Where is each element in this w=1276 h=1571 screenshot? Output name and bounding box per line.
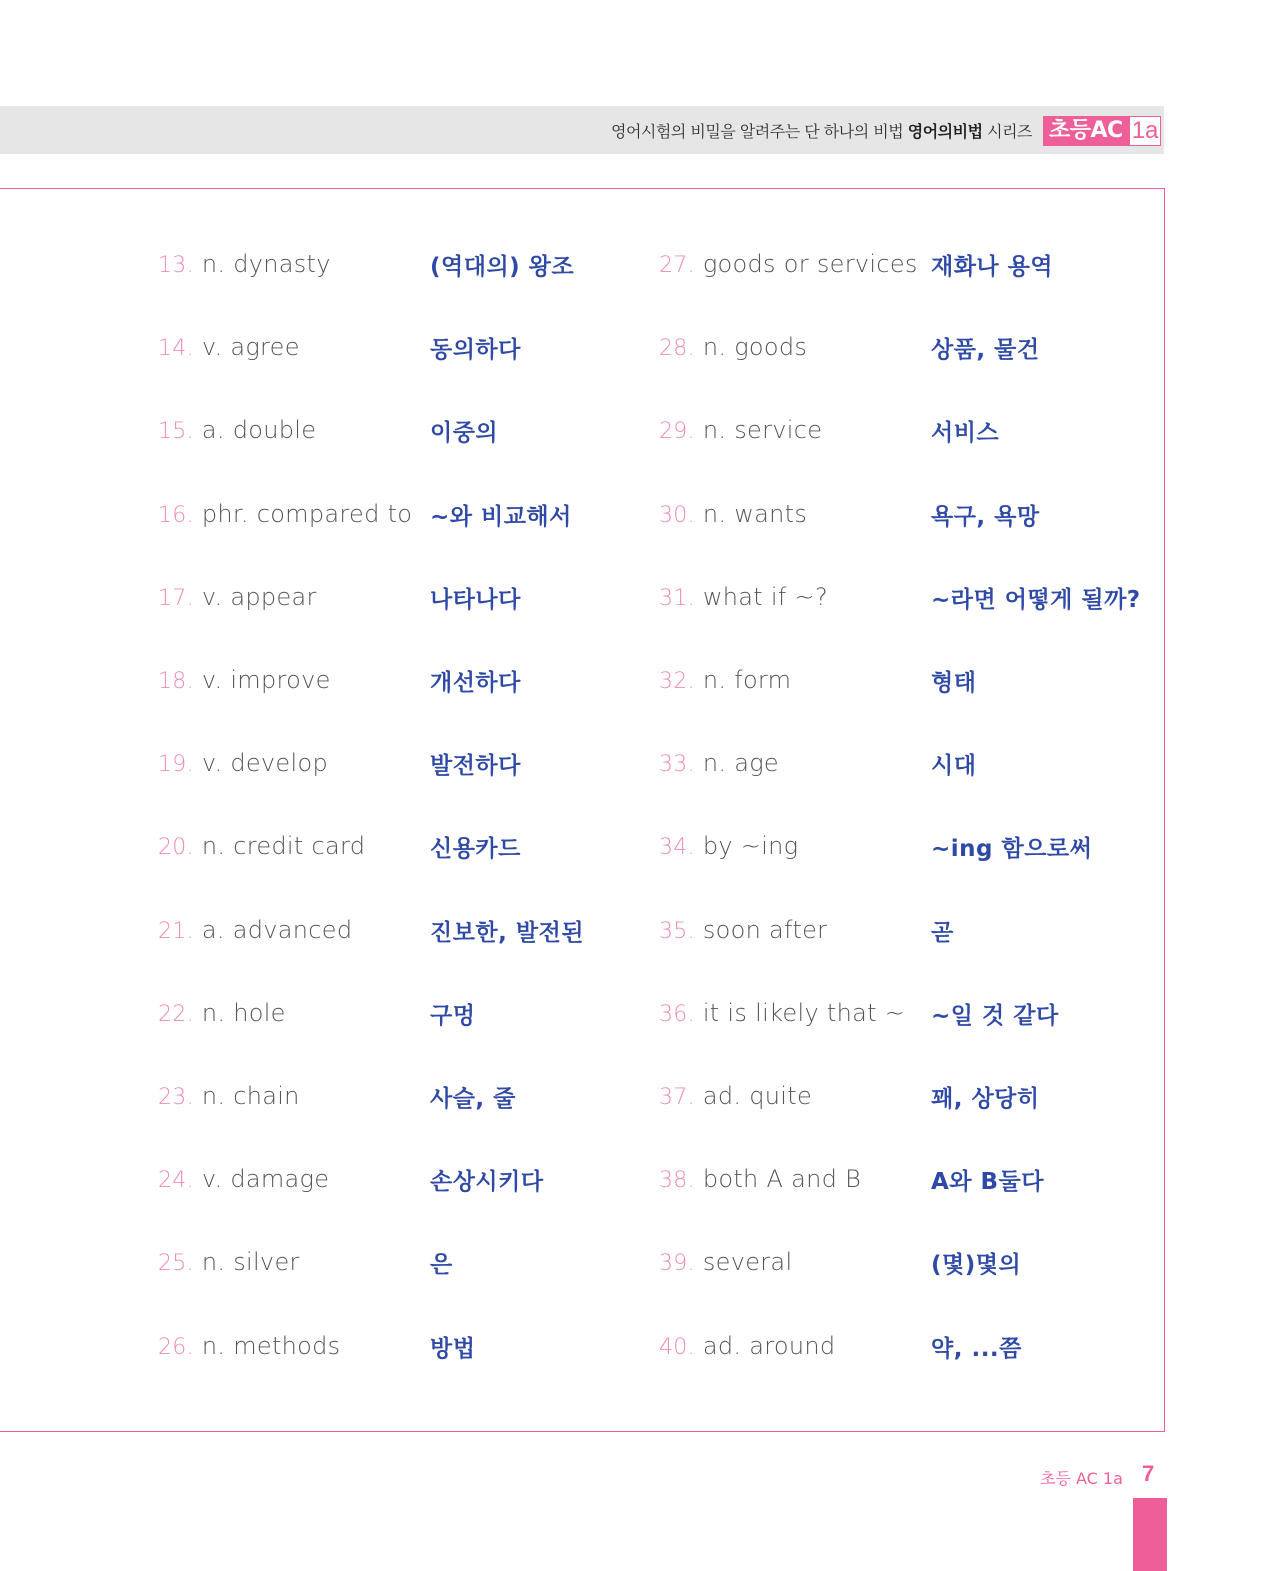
page-tab <box>1133 1498 1167 1571</box>
vocab-number: 22. <box>158 1002 194 1027</box>
vocab-number: 16. <box>158 503 194 528</box>
vocab-meaning: 시대 <box>931 753 977 779</box>
vocab-meaning: (몇)몇의 <box>931 1252 1022 1278</box>
brand-level: 1a <box>1129 116 1162 146</box>
vocab-number: 24. <box>158 1168 194 1193</box>
vocab-term <box>158 1248 300 1276</box>
vocab-meaning: 나타나다 <box>430 587 521 613</box>
vocab-term <box>158 416 316 444</box>
vocab-number: 31. <box>659 586 695 611</box>
vocab-meaning: 구멍 <box>430 1003 476 1029</box>
vocab-word: goods or services <box>702 250 918 278</box>
vocab-term <box>659 1165 861 1193</box>
vocab-meaning: 재화나 용역 <box>931 254 1054 280</box>
page-number: 7 <box>1142 1461 1155 1486</box>
vocab-word: v. appear <box>201 583 317 611</box>
vocab-number: 35. <box>659 919 695 944</box>
tagline-prefix: 영어시험의 비밀을 알려주는 단 하나의 비법 <box>611 122 904 141</box>
vocab-word: v. develop <box>201 749 328 777</box>
vocab-term <box>659 1082 812 1110</box>
vocab-meaning: 약, ...쯤 <box>931 1336 1022 1362</box>
vocab-term <box>659 250 918 278</box>
vocab-number: 25. <box>158 1251 194 1276</box>
brand-logo <box>1043 116 1161 146</box>
vocab-meaning: ~와 비교해서 <box>430 504 572 530</box>
vocab-number: 17. <box>158 586 194 611</box>
vocab-term <box>158 583 317 611</box>
vocab-word: v. improve <box>201 666 331 694</box>
vocab-term <box>659 333 807 361</box>
series-suffix: 시리즈 <box>987 122 1032 141</box>
vocab-term <box>158 1082 300 1110</box>
vocab-word: soon after <box>702 916 828 944</box>
vocab-word: v. damage <box>201 1165 330 1193</box>
vocab-word: n. form <box>702 666 792 694</box>
brand-main: 초등AC <box>1043 116 1129 146</box>
vocab-word: n. wants <box>702 500 808 528</box>
vocab-term <box>158 999 286 1027</box>
vocab-number: 28. <box>659 336 695 361</box>
vocab-term <box>158 500 412 528</box>
vocab-number: 34. <box>659 835 695 860</box>
vocab-term <box>659 832 798 860</box>
vocab-word: ad. around <box>702 1332 836 1360</box>
vocab-meaning: 동의하다 <box>430 337 521 363</box>
vocab-term <box>659 1332 835 1360</box>
footer-book-label: 초등 AC 1a <box>1040 1469 1123 1488</box>
vocab-meaning: 개선하다 <box>430 670 521 696</box>
vocab-word: v. agree <box>201 333 300 361</box>
vocab-word: n. goods <box>702 333 808 361</box>
vocab-term <box>659 500 807 528</box>
vocab-meaning: 사슬, 줄 <box>430 1086 516 1112</box>
vocab-number: 14. <box>158 336 194 361</box>
vocab-number: 38. <box>659 1168 695 1193</box>
vocab-term <box>659 1248 792 1276</box>
vocab-word: by ~ing <box>702 832 799 860</box>
vocab-meaning: 진보한, 발전된 <box>430 920 585 946</box>
vocab-word: several <box>702 1248 793 1276</box>
vocab-term <box>158 666 331 694</box>
vocab-term <box>659 666 791 694</box>
vocab-term <box>158 250 331 278</box>
vocab-number: 27. <box>659 253 695 278</box>
vocab-meaning: 손상시키다 <box>430 1169 544 1195</box>
vocab-meaning: 방법 <box>430 1336 476 1362</box>
vocab-word: a. advanced <box>201 916 353 944</box>
vocab-word: n. chain <box>201 1082 300 1110</box>
vocab-number: 21. <box>158 919 194 944</box>
vocab-meaning: (역대의) 왕조 <box>430 254 575 280</box>
vocab-meaning: ~일 것 같다 <box>931 1003 1059 1029</box>
vocab-word: n. service <box>702 416 823 444</box>
vocab-word: n. age <box>702 749 779 777</box>
vocab-number: 15. <box>158 419 194 444</box>
vocab-number: 33. <box>659 752 695 777</box>
vocab-word: it is likely that ~ <box>702 999 906 1027</box>
vocab-meaning: A와 B둘다 <box>931 1169 1044 1195</box>
vocab-number: 19. <box>158 752 194 777</box>
vocab-word: a. double <box>201 416 317 444</box>
vocab-meaning: 곧 <box>931 920 954 946</box>
vocab-word: n. hole <box>201 999 286 1027</box>
vocab-word: n. credit card <box>201 832 366 860</box>
vocab-number: 40. <box>659 1335 695 1360</box>
vocab-term <box>158 333 300 361</box>
vocab-number: 23. <box>158 1085 194 1110</box>
vocab-number: 30. <box>659 503 695 528</box>
vocab-meaning: 발전하다 <box>430 753 521 779</box>
vocab-term <box>158 1332 340 1360</box>
vocab-meaning: 이중의 <box>430 420 499 446</box>
header-tagline <box>611 119 1032 142</box>
vocab-term <box>659 749 779 777</box>
vocab-meaning: 꽤, 상당히 <box>931 1086 1040 1112</box>
vocab-term <box>158 749 328 777</box>
vocab-meaning: ~ing 함으로써 <box>931 836 1093 862</box>
vocab-meaning: 욕구, 욕망 <box>931 504 1040 530</box>
vocab-term <box>158 916 352 944</box>
vocab-number: 36. <box>659 1002 695 1027</box>
vocab-term <box>659 583 828 611</box>
vocab-meaning: 은 <box>430 1252 453 1278</box>
vocab-term <box>158 1165 329 1193</box>
vocab-term <box>158 832 365 860</box>
vocab-word: ad. quite <box>702 1082 813 1110</box>
vocab-number: 20. <box>158 835 194 860</box>
series-name: 영어의비법 <box>907 122 983 141</box>
vocab-word: n. silver <box>201 1248 300 1276</box>
vocab-number: 37. <box>659 1085 695 1110</box>
vocab-number: 13. <box>158 253 194 278</box>
vocab-word: n. dynasty <box>201 250 331 278</box>
vocab-word: phr. compared to <box>201 500 413 528</box>
vocab-number: 39. <box>659 1251 695 1276</box>
vocab-meaning: 서비스 <box>931 420 1000 446</box>
vocab-meaning: ~라면 어떻게 될까? <box>931 587 1141 613</box>
vocab-number: 29. <box>659 419 695 444</box>
vocab-number: 32. <box>659 669 695 694</box>
vocab-meaning: 형태 <box>931 670 977 696</box>
vocab-term <box>659 999 905 1027</box>
vocab-word: what if ~? <box>702 583 829 611</box>
vocab-word: both A and B <box>702 1165 862 1193</box>
vocab-term <box>659 916 827 944</box>
vocab-word: n. methods <box>201 1332 341 1360</box>
vocab-meaning: 신용카드 <box>430 836 521 862</box>
vocab-number: 26. <box>158 1335 194 1360</box>
vocab-meaning: 상품, 물건 <box>931 337 1040 363</box>
vocab-number: 18. <box>158 669 194 694</box>
vocab-term <box>659 416 822 444</box>
